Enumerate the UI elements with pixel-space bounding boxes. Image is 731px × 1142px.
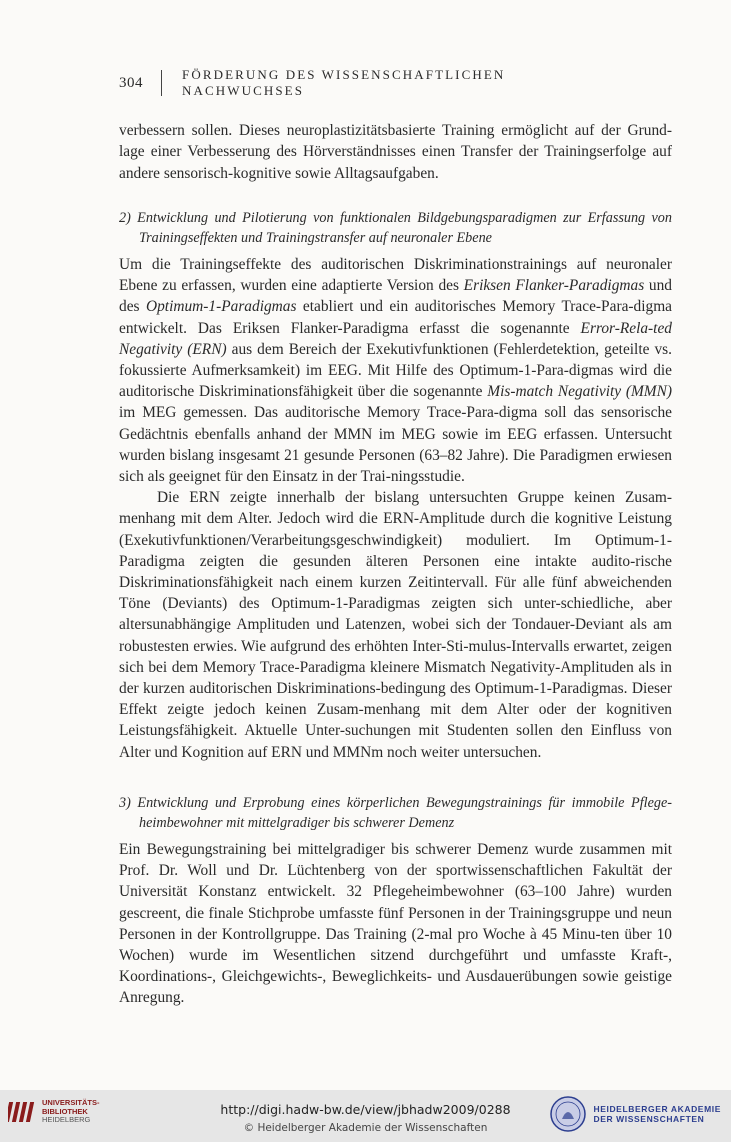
library-name-line1: UNIVERSITÄTS- (42, 1098, 100, 1108)
paragraph-2b: Die ERN zeigte innerhalb der bislang untersuchten Gruppe keinen Zusam-menhang mit dem Alter. Jedoch wird die ERN-Amplitude durch die kognitive Leistung (Exekutivfunktionen/Verarbeitungsgeschwindigkeit) moduliert. Im Optimum-1-Paradigma zeigten die gesunden älteren Personen eine intakte audito-rische Diskriminationsfähigkeit nach einem kurzen Zeitintervall. Für alle fünf abweichenden Töne (Deviants) des Optimum-1-Paradigmas zeigten sich unter-schiedliche, aber altersunabhängige Amplituden und Latenzen, wobei sich der Tondauer-Deviant als am robustesten erwies. Wie aufgrund des erhöhten Inter-Sti-mulus-Intervalls erwartet, zeigen sich bei dem Memory Trace-Paradigma kleinere Mismatch Negativity-Amplituden als in der kurzen auditorischen Diskriminations-bedingung des Optimum-1-Paradigmas. Dieser Effekt zeigte jedoch keinen Zusam-menhang mit dem Alter oder der kognitiven Leistungsfähigkeit. Aktuelle Unter-suchungen mit Studenten sollen den Einfluss von Alter und Kognition auf ERN und MMNm noch weiter untersuchen. (119, 489, 672, 761)
text-run: etabliert und ein auditorisches Memory Trace-Para-digma entwickelt. Das Eriksen Flanker-Paradigma erfasst die sogenannte (119, 298, 672, 337)
text-run: aus dem Bereich der Exekutivfunktionen (Fehlerdetektion, geteilte vs. fokussierte Aufmerksamkeit) im EEG. Mit Hilfe des Optimum-1-Para-digmas wird die auditorische Diskriminationsfähigkeit über die sogenannte (119, 340, 673, 401)
text-run: Um die Trainingseffekte des auditorischen Diskriminationstrainings auf neuronaler Ebene zu erfassen, wurden eine adaptierte Version des (119, 256, 672, 295)
academy-seal-icon (549, 1095, 587, 1133)
paragraph-3: Ein Bewegungstraining bei mittelgradiger bis schwerer Demenz wurde zusammen mit Prof. Dr. Woll und Dr. Lüchtenberg von der sportwissenschaftlichen Fakultät der Universität Konstanz entwickelt. 32 Pflegeheimbewohner (63–100 Jahre) wurden gescreent, die finale Stichprobe umfasste fünf Personen in der Trainingsgruppe und neun Personen in der Kontrollgruppe. Das Training (2-mal pro Woche à 45 Minu-ten über 10 Wochen) wurde im Wesentlichen sitzend durchgeführt und umfasste Kraft-, Koordinations-, Gleichgewichts-, Beweglichkeits- und Ausdauerübungen sowie geistige Anregung. (119, 841, 672, 1007)
intro-paragraph-block (119, 120, 672, 184)
term-eriksen-flanker: Eriksen Flanker-Paradigmas (463, 277, 645, 295)
academy-logo[interactable] (549, 1095, 721, 1133)
section-heading-3: 3) Entwicklung und Erprobung eines körperlichen Bewegungstrainings für immobile Pflege-heimbewohner mit mittelgradiger bis schwerer Demenz (119, 795, 672, 831)
paragraph-intro: verbessern sollen. Dieses neuroplastizitätsbasierte Training ermöglicht auf der Grund-lage einer Verbesserung des Hörverständnisses einen Transfer der Trainingserfolge auf andere sensorisch-kognitive sowie Alltagsaufgaben. (119, 122, 672, 182)
page-number: 304 (119, 74, 143, 91)
text-run: und des (119, 277, 672, 316)
section-heading-2: 2) Entwicklung und Pilotierung von funktionalen Bildgebungsparadigmen zur Erfassung von Trainingseffekten und Trainingstransfer auf neuronaler Ebene (119, 210, 672, 246)
library-city: HEIDELBERG (42, 1115, 91, 1125)
header-divider (161, 70, 162, 96)
term-ern: Error-Rela-ted Negativity (ERN) (119, 319, 672, 358)
copyright-notice: © Heidelberger Akademie der Wissenschaften (243, 1122, 488, 1134)
term-mmn: Mis-match Negativity (MMN) (487, 383, 672, 401)
page-header (119, 67, 631, 98)
term-optimum-1: Optimum-1-Paradigmas (145, 298, 297, 316)
section-2-text (119, 254, 672, 763)
academy-name-line2: DER WISSENSCHAFTEN (593, 1114, 705, 1124)
academy-name-line1: HEIDELBERGER AKADEMIE (593, 1104, 721, 1114)
text-run: im MEG gemessen. Das auditorische Memory Trace-Para-digma soll das sensorische Gedächtnis ebenfalls anhand der MMN im MEG sowie im EEG erfassen. Untersucht wurden bislang insgesamt 21 gesunde Personen (63–82 Jahre). Die Paradigmen erwiesen sich als geeignet für den Einsatz in der Trai-ningsstudie. (119, 404, 672, 486)
running-head: FÖRDERUNG DES WISSENSCHAFTLICHEN NACHWUCHSES (182, 67, 506, 98)
section-heading-2-block (119, 208, 672, 248)
library-name-line2: BIBLIOTHEK (42, 1106, 88, 1116)
paragraph-2a (119, 254, 672, 487)
section-heading-3-block (119, 793, 672, 833)
section-3-text (119, 839, 672, 1009)
footer-bar (0, 1090, 731, 1142)
permalink-url[interactable]: http://digi.hadw-bw.de/view/jbhadw2009/0288 (220, 1102, 511, 1117)
academy-name (593, 1104, 721, 1124)
